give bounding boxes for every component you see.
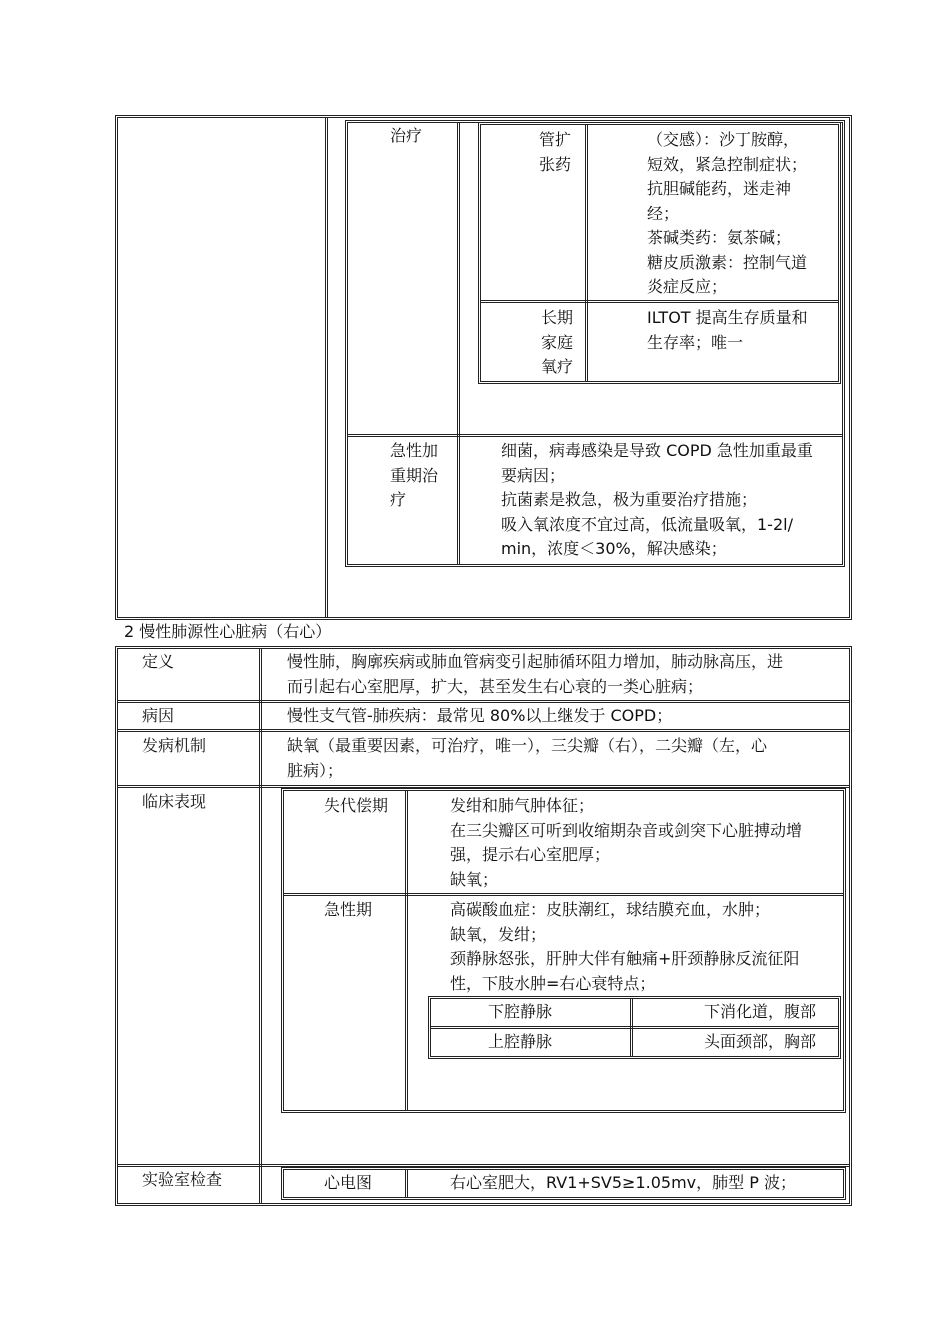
definition-text: 慢性肺，胸廓疾病或肺血管病变引起肺循环阻力增加，肺动脉高压，进 而引起右心室肥厚，扩大，甚至发生右心衰的一类心脏病； bbox=[287, 652, 784, 696]
drug-row-divider bbox=[481, 300, 838, 303]
acute-phase-text: 高碳酸血症：皮肤潮红，球结膜充血，水肿； 缺氧，发绀； 颈静脉怒张，肝肿大伴有触痛+肝颈静脉反流征阳 性，下肢水肿=右心衰特点； bbox=[450, 900, 800, 993]
lab-label: 实验室检查 bbox=[142, 1170, 223, 1189]
row-divider-2 bbox=[118, 729, 849, 732]
treatment-table-divider bbox=[457, 123, 460, 564]
bronchodilator-label: 管扩 张药 bbox=[539, 130, 572, 174]
mechanism-label: 发病机制 bbox=[142, 736, 207, 755]
treatment-label: 治疗 bbox=[390, 126, 423, 145]
decompensated-text: 发绀和肺气肿体征； 在三尖瓣区可听到收缩期杂音或剑突下心脏搏动增 强，提示右心室肥厚； 缺氧； bbox=[450, 796, 803, 889]
drug-table-divider bbox=[585, 125, 588, 381]
mechanism-text: 缺氧（最重要因素，可治疗，唯一），三尖瓣（右），二尖瓣（左，心 脏病）； bbox=[287, 736, 768, 780]
decompensated-label: 失代偿期 bbox=[324, 796, 389, 815]
ecg-label: 心电图 bbox=[324, 1173, 373, 1192]
oxygen-therapy-text: ILTOT 提高生存质量和 生存率；唯一 bbox=[647, 308, 808, 352]
clinical-label: 临床表现 bbox=[142, 792, 207, 811]
lab-table-divider bbox=[405, 1170, 408, 1197]
label-column-divider bbox=[259, 649, 262, 1203]
row-divider-1 bbox=[118, 700, 849, 703]
vein-name-2: 上腔静脉 bbox=[488, 1032, 553, 1051]
bronchodilator-text: （交感）：沙丁胺醇， 短效，紧急控制症状； 抗胆碱能药，迷走神 经； 茶碱类药：氨茶碱； 糖皮质激素：控制气道 炎症反应； bbox=[647, 130, 808, 296]
vein-row-divider bbox=[431, 1026, 838, 1029]
upper-table-divider bbox=[325, 118, 328, 617]
vein-area-2: 头面颈部，胸部 bbox=[703, 1032, 816, 1051]
clinical-table-divider bbox=[405, 791, 408, 1110]
vein-name-1: 下腔静脉 bbox=[488, 1002, 553, 1021]
acute-phase-label: 急性期 bbox=[324, 900, 373, 919]
acute-treatment-label: 急性加 重期治 疗 bbox=[390, 441, 439, 509]
vein-area-1: 下消化道，腹部 bbox=[703, 1002, 816, 1021]
etiology-text: 慢性支气管-肺疾病：最常见 80%以上继发于 COPD； bbox=[287, 706, 673, 725]
ecg-text: 右心室肥大，RV1+SV5≥1.05mv，肺型 P 波； bbox=[450, 1173, 796, 1192]
etiology-label: 病因 bbox=[142, 706, 175, 725]
acute-treatment-text: 细菌，病毒感染是导致 COPD 急性加重最重 要病因； 抗菌素是救急，极为重要治疗措施； 吸入氧浓度不宜过高，低流量吸氧，1-2l/ min，浓度＜30%，解决感染； bbox=[501, 441, 813, 558]
oxygen-therapy-label: 长期 家庭 氧疗 bbox=[541, 308, 574, 376]
section-title: 2 慢性肺源性心脏病（右心） bbox=[124, 622, 332, 641]
treatment-row-divider bbox=[348, 434, 842, 437]
definition-label: 定义 bbox=[142, 652, 175, 671]
clinical-row-divider bbox=[284, 893, 843, 896]
